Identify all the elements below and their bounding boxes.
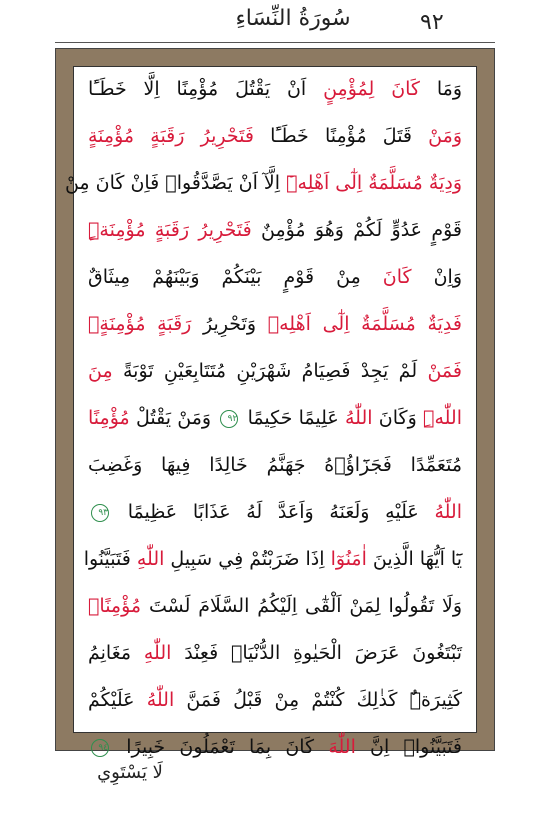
verse-text: كَانَ بِمَا تَعْمَلُونَ خَبِيرًا — [112, 736, 329, 758]
page-header — [0, 0, 550, 50]
tajweed-highlighted-text: رَقَبَةٍ مُؤْمِنَةٍۚ — [88, 313, 192, 335]
tajweed-highlighted-text: اللّٰهُ — [146, 689, 175, 711]
tajweed-highlighted-text: وَدِيَةٌ مُسَلَّمَةٌ اِلٰٓى اَهْلِهٖٓ — [286, 172, 462, 194]
verse-text: وَكَانَ — [372, 407, 417, 429]
tajweed-highlighted-text: كَانَ — [391, 78, 420, 100]
verse-text: اِلَّآ اَنْ يَصَّدَّقُواۜ فَاِنْ كَانَ مِنْ — [64, 172, 287, 194]
verse-text: كَثِيرَةٌۜ كَذٰلِكَ كُنْتُمْ مِنْ قَبْلُ فَمَنَّ — [174, 689, 462, 711]
verse-text: اِذَا ضَرَبْتُمْ فِي سَبِيلِ — [164, 548, 331, 570]
text-line — [88, 489, 462, 536]
verse-text: مِنْ قَوْمٍ بَيْنَكُمْ وَبَيْنَهُمْ مِيثَاقٌ — [88, 266, 383, 288]
text-line — [88, 583, 462, 630]
verse-text: وَتَحْرِيرُ — [191, 313, 257, 335]
verse-text: قَتَلَ مُؤْمِنًا خَطَـًٔا — [253, 125, 413, 147]
page-number: ٩٢ — [420, 10, 444, 35]
verse-text: وَمَا — [419, 78, 462, 100]
verse-text: فَتَبَيَّنُوا — [83, 548, 137, 570]
catchword: لَا يَسْتَوِي — [97, 762, 163, 783]
verse-text: وَلَا تَقُولُوا لِمَنْ اَلْقٰٓى اِلَيْكُمُ السَّلَامَ لَسْتَ — [141, 595, 462, 617]
tajweed-highlighted-text: فَتَحْرِيرُ رَقَبَةٍ مُؤْمِنَةٍۜ — [88, 219, 252, 241]
verse-text: تَبْتَغُونَ عَرَضَ الْحَيٰوةِ الدُّنْيَاۘ فَعِنْدَ — [171, 642, 462, 664]
text-line — [88, 395, 462, 442]
text-line — [88, 442, 462, 489]
text-line — [88, 301, 462, 348]
tajweed-highlighted-text: مُؤْمِنًاۚ — [88, 595, 142, 617]
verse-text: قَوْمٍ عَدُوٍّ لَكُمْ وَهُوَ مُؤْمِنٌ — [251, 219, 462, 241]
tajweed-highlighted-text: فَتَحْرِيرُ رَقَبَةٍ مُؤْمِنَةٍ — [88, 125, 254, 147]
tajweed-highlighted-text: اٰمَنُوٓا — [330, 548, 367, 570]
text-line — [88, 66, 462, 113]
text-line — [64, 160, 462, 207]
tajweed-highlighted-text: اللّٰهَ — [328, 736, 356, 758]
ayah-number-marker: ٩٤ — [91, 739, 109, 757]
verse-text: لَمْ يَجِدْ فَصِيَامُ شَهْرَيْنِ مُتَتَابِعَيْنِ تَوْبَةً — [112, 360, 418, 382]
text-line — [88, 207, 462, 254]
verse-text: مُتَعَمِّدًا فَجَزَٓاؤُ۬هُ جَهَنَّمُ خَالِدًا فِيهَا وَغَضِبَ — [88, 454, 462, 476]
verse-text: عَلَيْهِ وَلَعَنَهُ وَاَعَدَّ لَهُ عَذَابًا عَظِيمًا — [112, 501, 419, 523]
tajweed-highlighted-text: مُؤْمِنًا — [88, 407, 130, 429]
text-line — [88, 677, 462, 724]
verse-text: اَنْ يَقْتُلَ مُؤْمِنًا اِلَّا خَطَـًٔا — [88, 78, 324, 100]
tajweed-highlighted-text: كَانَ — [382, 266, 412, 288]
tajweed-highlighted-text: مِنَ — [88, 360, 113, 382]
verse-text: عَلِيمًا حَكِيمًا — [241, 407, 339, 429]
tajweed-highlighted-text: فَمَنْ — [417, 360, 462, 382]
verse-text: وَاِنْ — [411, 266, 462, 288]
tajweed-highlighted-text: اللّٰهِ — [143, 642, 172, 664]
ayah-number-marker: ٩٢ — [220, 410, 238, 428]
tajweed-highlighted-text: اللّٰهِۜ — [416, 407, 462, 429]
verse-text: يَٓا اَيُّهَا الَّذِينَ — [366, 548, 462, 570]
quran-text-body — [64, 66, 462, 758]
verse-text: مَغَانِمُ — [88, 642, 144, 664]
text-line — [88, 254, 462, 301]
tajweed-highlighted-text: فَدِيَةٌ مُسَلَّمَةٌ اِلٰٓى اَهْلِهٖ — [256, 313, 462, 335]
tajweed-highlighted-text: اللّٰهُ — [338, 407, 373, 429]
ayah-number-marker: ٩٣ — [91, 504, 109, 522]
verse-text: فَتَبَيَّنُواۜ اِنَّ — [355, 736, 462, 758]
text-line — [83, 536, 462, 583]
tajweed-highlighted-text: وَمَنْ — [412, 125, 462, 147]
text-line — [88, 113, 462, 160]
text-line — [88, 348, 462, 395]
tajweed-highlighted-text: لِمُؤْمِنٍ — [323, 78, 392, 100]
surah-title: سُورَةُ النِّسَاءِ — [235, 6, 351, 31]
verse-text: عَلَيْكُمْ — [88, 689, 147, 711]
tajweed-highlighted-text: اللّٰهِ — [136, 548, 165, 570]
text-line — [88, 630, 462, 677]
verse-text: وَمَنْ يَقْتُلْ — [129, 407, 218, 429]
header-rule — [55, 42, 495, 43]
tajweed-highlighted-text: اللّٰهُ — [418, 501, 462, 523]
